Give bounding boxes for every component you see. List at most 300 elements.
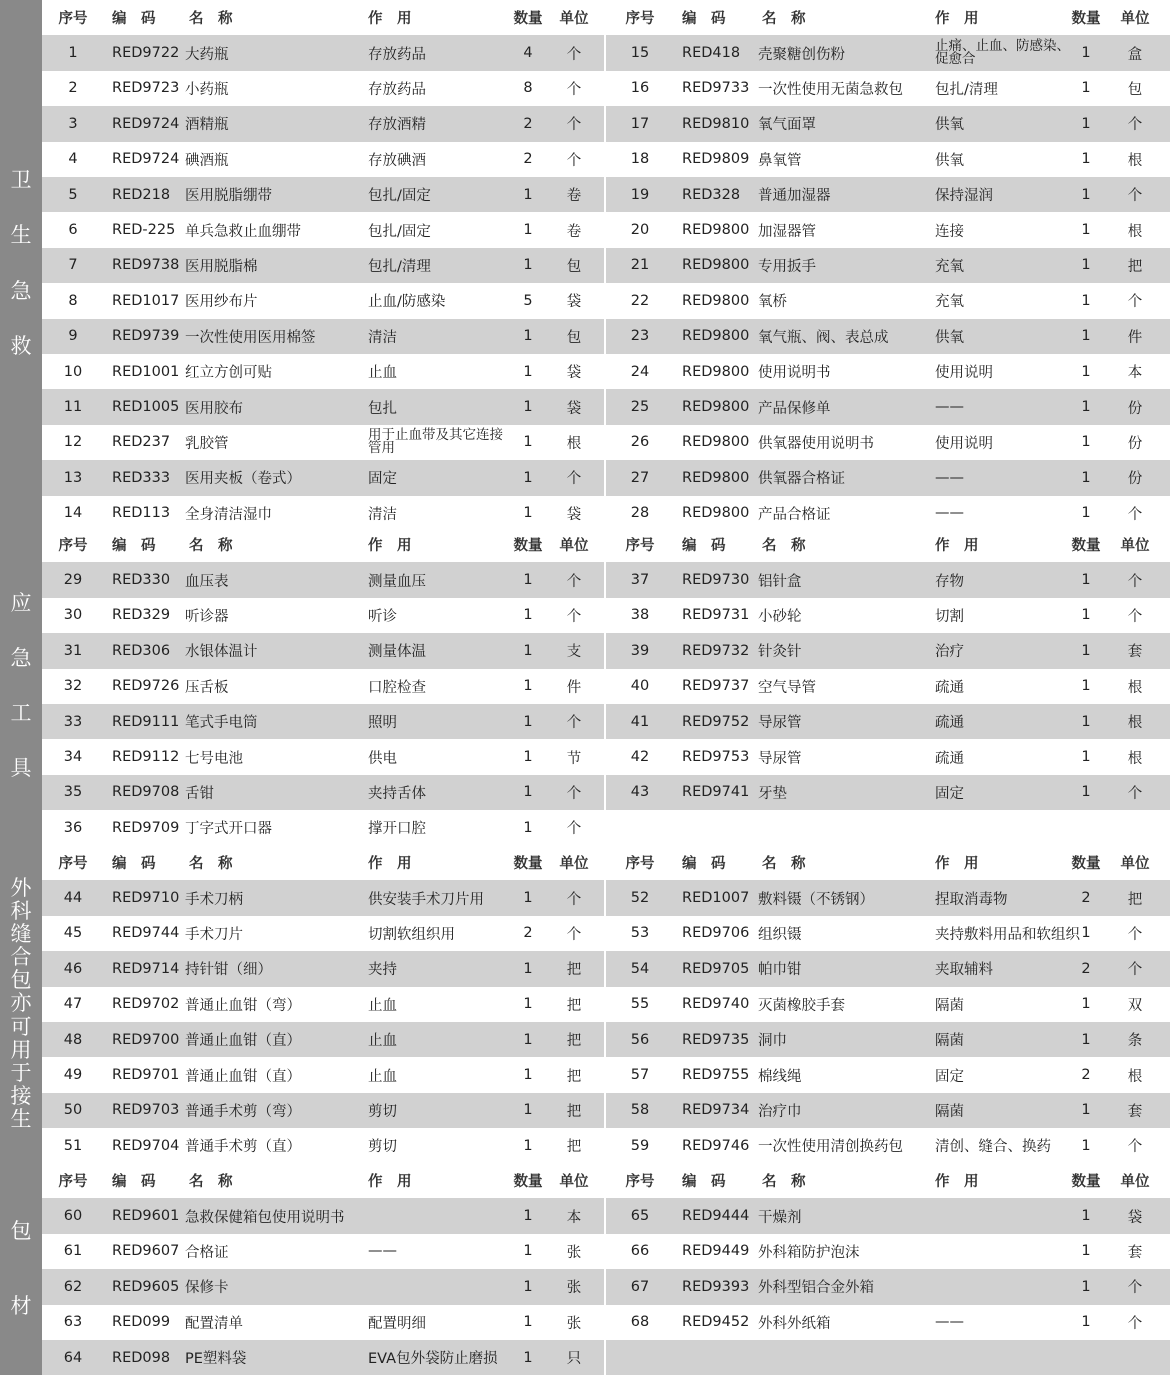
cell-unit: 套 bbox=[1127, 1244, 1143, 1261]
cell-use: 止血 bbox=[368, 997, 397, 1014]
cell-name: 治疗巾 bbox=[758, 1103, 802, 1120]
cell-unit: 个 bbox=[566, 152, 582, 169]
cell-use bbox=[368, 1198, 508, 1233]
cell-use: —— bbox=[935, 469, 964, 486]
cell-code: RED113 bbox=[112, 505, 171, 522]
cell-name: 壳聚糖创伤粉 bbox=[758, 46, 845, 63]
header-qty: 数量 bbox=[1071, 538, 1101, 555]
cell-code: RED9714 bbox=[112, 960, 180, 977]
cell-unit: 个 bbox=[1127, 785, 1143, 802]
cell-name: 敷料镊（不锈钢） bbox=[758, 891, 874, 908]
cell-unit: 个 bbox=[566, 785, 582, 802]
header-unit: 单位 bbox=[1120, 1174, 1150, 1191]
cell-code: RED9753 bbox=[682, 749, 750, 766]
section-label bbox=[0, 1163, 42, 1375]
cell-use: EVA包外袋防止磨损 bbox=[368, 1351, 498, 1368]
cell-qty: 1 bbox=[1081, 1314, 1091, 1331]
cell-use: 使用说明 bbox=[935, 365, 993, 382]
cell-code: RED9744 bbox=[112, 925, 180, 942]
cell-unit: 个 bbox=[1127, 608, 1143, 625]
cell-use: 夹持舌体 bbox=[368, 785, 426, 802]
header-code: 编 码 bbox=[112, 538, 156, 555]
cell-use: 止痛、止血、防感染、促愈合 bbox=[935, 37, 1070, 68]
cell-name: 普通止血钳（直） bbox=[185, 1068, 301, 1085]
cell-seq: 35 bbox=[63, 784, 83, 801]
table-header-row bbox=[42, 0, 604, 35]
cell-unit: 根 bbox=[1127, 750, 1143, 767]
cell-name: 洞巾 bbox=[758, 1033, 787, 1050]
cell-code: RED9724 bbox=[112, 151, 180, 168]
cell-unit: 个 bbox=[566, 715, 582, 732]
table-row bbox=[42, 142, 604, 177]
table-row bbox=[606, 633, 1170, 668]
cell-name: 舌钳 bbox=[185, 785, 214, 802]
cell-code: RED9449 bbox=[682, 1243, 750, 1260]
cell-qty: 1 bbox=[523, 328, 533, 345]
cell-seq: 47 bbox=[63, 996, 83, 1013]
cell-unit: 把 bbox=[566, 1139, 582, 1156]
cell-unit: 根 bbox=[566, 435, 582, 452]
section-label-char: 用 bbox=[10, 1037, 32, 1062]
header-unit: 单位 bbox=[559, 1174, 589, 1191]
cell-seq: 36 bbox=[63, 819, 83, 836]
cell-unit: 张 bbox=[566, 1280, 582, 1297]
cell-unit: 个 bbox=[1127, 926, 1143, 943]
cell-unit: 把 bbox=[566, 1068, 582, 1085]
cell-qty: 1 bbox=[523, 642, 533, 659]
cell-qty: 1 bbox=[1081, 80, 1091, 97]
cell-use: 供氧 bbox=[935, 329, 964, 346]
header-unit: 单位 bbox=[559, 856, 589, 873]
header-qty: 数量 bbox=[1071, 11, 1101, 28]
cell-qty: 1 bbox=[1081, 642, 1091, 659]
cell-qty: 1 bbox=[523, 749, 533, 766]
cell-unit: 套 bbox=[1127, 644, 1143, 661]
table-row bbox=[606, 389, 1170, 424]
section-label-char: 可 bbox=[10, 1014, 32, 1039]
cell-code: RED9701 bbox=[112, 1067, 180, 1084]
cell-code: RED333 bbox=[112, 469, 171, 486]
table-header-row bbox=[606, 527, 1170, 562]
cell-seq: 20 bbox=[630, 222, 650, 239]
cell-name: 普通止血钳（弯） bbox=[185, 997, 301, 1014]
section-label-char: 卫 bbox=[10, 168, 32, 193]
table-row bbox=[606, 71, 1170, 106]
cell-qty: 1 bbox=[1081, 151, 1091, 168]
cell-name: 血压表 bbox=[185, 573, 229, 590]
cell-qty: 1 bbox=[523, 819, 533, 836]
cell-use: 包扎/清理 bbox=[935, 81, 998, 98]
cell-seq: 9 bbox=[68, 328, 78, 345]
cell-name: 碘酒瓶 bbox=[185, 152, 229, 169]
cell-unit: 根 bbox=[1127, 679, 1143, 696]
cell-use: —— bbox=[935, 505, 964, 522]
cell-seq: 1 bbox=[68, 45, 78, 62]
cell-name: 帕巾钳 bbox=[758, 962, 802, 979]
cell-use: 包扎/固定 bbox=[368, 223, 431, 240]
table-row bbox=[606, 739, 1170, 774]
cell-qty: 1 bbox=[1081, 678, 1091, 695]
cell-seq: 2 bbox=[68, 80, 78, 97]
table-row bbox=[42, 248, 604, 283]
cell-code: RED218 bbox=[112, 186, 171, 203]
cell-code: RED9735 bbox=[682, 1031, 750, 1048]
cell-code: RED237 bbox=[112, 434, 171, 451]
cell-qty: 1 bbox=[1081, 45, 1091, 62]
section-label bbox=[0, 0, 42, 527]
cell-unit: 个 bbox=[566, 471, 582, 488]
cell-qty: 1 bbox=[1081, 1102, 1091, 1119]
table-row bbox=[606, 1022, 1170, 1057]
cell-qty: 1 bbox=[523, 1349, 533, 1366]
table-row bbox=[606, 496, 1170, 531]
cell-code: RED9739 bbox=[112, 328, 180, 345]
section-label-char: 生 bbox=[10, 1106, 32, 1131]
cell-use: 夹持 bbox=[368, 962, 397, 979]
cell-unit: 卷 bbox=[566, 223, 582, 240]
cell-unit: 个 bbox=[566, 117, 582, 134]
section-label-char: 生 bbox=[10, 223, 32, 248]
cell-use: 供安装手术刀片用 bbox=[368, 891, 484, 908]
table-row bbox=[42, 916, 604, 951]
cell-code: RED9734 bbox=[682, 1102, 750, 1119]
cell-name: 针灸针 bbox=[758, 644, 802, 661]
cell-name: 水银体温计 bbox=[185, 644, 258, 661]
cell-use: 清洁 bbox=[368, 506, 397, 523]
cell-use: 充氧 bbox=[935, 294, 964, 311]
table-row bbox=[42, 739, 604, 774]
cell-seq: 33 bbox=[63, 713, 83, 730]
cell-seq: 29 bbox=[63, 572, 83, 589]
cell-code: RED9705 bbox=[682, 960, 750, 977]
cell-unit: 把 bbox=[1127, 258, 1143, 275]
cell-name: 听诊器 bbox=[185, 608, 229, 625]
cell-code: RED9737 bbox=[682, 678, 750, 695]
section-label-char: 缝 bbox=[10, 922, 32, 947]
table-left bbox=[42, 1163, 604, 1375]
cell-code: RED9601 bbox=[112, 1208, 180, 1225]
header-seq: 序号 bbox=[625, 856, 655, 873]
cell-qty: 1 bbox=[523, 434, 533, 451]
empty-row bbox=[606, 1340, 1170, 1375]
cell-code: RED9752 bbox=[682, 713, 750, 730]
cell-unit: 张 bbox=[566, 1315, 582, 1332]
table-row bbox=[606, 248, 1170, 283]
header-seq: 序号 bbox=[625, 1174, 655, 1191]
table-row bbox=[606, 1198, 1170, 1233]
cell-name: 医用纱布片 bbox=[185, 294, 258, 311]
cell-qty: 2 bbox=[1081, 1067, 1091, 1084]
cell-use: 配置明细 bbox=[368, 1315, 426, 1332]
cell-code: RED9809 bbox=[682, 151, 750, 168]
cell-name: 导尿管 bbox=[758, 750, 802, 767]
cell-qty: 1 bbox=[523, 1031, 533, 1048]
header-name: 名 称 bbox=[762, 856, 806, 873]
header-seq: 序号 bbox=[58, 856, 88, 873]
table-row bbox=[606, 425, 1170, 460]
table-right bbox=[606, 1163, 1170, 1375]
header-name: 名 称 bbox=[189, 11, 233, 28]
header-code: 编 码 bbox=[682, 856, 726, 873]
cell-unit: 盒 bbox=[1127, 46, 1143, 63]
cell-use bbox=[368, 1269, 508, 1304]
cell-unit: 个 bbox=[566, 891, 582, 908]
header-name: 名 称 bbox=[189, 856, 233, 873]
cell-code: RED9607 bbox=[112, 1243, 180, 1260]
cell-qty: 1 bbox=[1081, 186, 1091, 203]
cell-code: RED306 bbox=[112, 642, 171, 659]
cell-unit: 份 bbox=[1127, 400, 1143, 417]
cell-seq: 26 bbox=[630, 434, 650, 451]
header-qty: 数量 bbox=[513, 856, 543, 873]
table-row bbox=[42, 1198, 604, 1233]
header-unit: 单位 bbox=[1120, 856, 1150, 873]
cell-code: RED9724 bbox=[112, 115, 180, 132]
cell-name: 医用脱脂绷带 bbox=[185, 188, 272, 205]
cell-unit: 本 bbox=[566, 1209, 582, 1226]
table-left bbox=[42, 527, 604, 845]
cell-unit: 节 bbox=[566, 750, 582, 767]
header-seq: 序号 bbox=[625, 11, 655, 28]
cell-qty: 1 bbox=[523, 363, 533, 380]
header-code: 编 码 bbox=[112, 856, 156, 873]
cell-name: 小砂轮 bbox=[758, 608, 802, 625]
cell-qty: 1 bbox=[1081, 505, 1091, 522]
cell-qty: 1 bbox=[1081, 996, 1091, 1013]
table-row bbox=[606, 916, 1170, 951]
cell-qty: 1 bbox=[1081, 115, 1091, 132]
cell-code: RED9702 bbox=[112, 996, 180, 1013]
cell-code: RED9800 bbox=[682, 328, 750, 345]
table-row bbox=[606, 1305, 1170, 1340]
cell-qty: 1 bbox=[1081, 434, 1091, 451]
cell-qty: 2 bbox=[1081, 890, 1091, 907]
table-row bbox=[42, 1340, 604, 1375]
cell-qty: 1 bbox=[1081, 784, 1091, 801]
table-row bbox=[42, 1305, 604, 1340]
cell-qty: 1 bbox=[1081, 399, 1091, 416]
table-row bbox=[606, 987, 1170, 1022]
cell-code: RED9738 bbox=[112, 257, 180, 274]
cell-unit: 支 bbox=[566, 644, 582, 661]
cell-name: 产品合格证 bbox=[758, 506, 831, 523]
cell-seq: 59 bbox=[630, 1137, 650, 1154]
cell-code: RED9730 bbox=[682, 572, 750, 589]
cell-unit: 条 bbox=[1127, 1033, 1143, 1050]
table-row bbox=[606, 106, 1170, 141]
cell-name: 牙垫 bbox=[758, 785, 787, 802]
table-row bbox=[42, 1057, 604, 1092]
cell-use: 疏通 bbox=[935, 679, 964, 696]
cell-seq: 34 bbox=[63, 749, 83, 766]
section-label-char: 具 bbox=[10, 756, 32, 781]
cell-qty: 1 bbox=[1081, 1031, 1091, 1048]
cell-unit: 套 bbox=[1127, 1103, 1143, 1120]
table-left bbox=[42, 845, 604, 1163]
cell-seq: 40 bbox=[630, 678, 650, 695]
cell-code: RED9112 bbox=[112, 749, 180, 766]
table-row bbox=[42, 775, 604, 810]
cell-name: 医用脱脂棉 bbox=[185, 258, 258, 275]
cell-unit: 袋 bbox=[566, 294, 582, 311]
table-row bbox=[606, 1057, 1170, 1092]
cell-code: RED9800 bbox=[682, 222, 750, 239]
cell-code: RED9444 bbox=[682, 1208, 750, 1225]
cell-qty: 1 bbox=[523, 257, 533, 274]
cell-name: 外科型铝合金外箱 bbox=[758, 1280, 874, 1297]
header-unit: 单位 bbox=[559, 11, 589, 28]
header-code: 编 码 bbox=[112, 11, 156, 28]
cell-qty: 1 bbox=[1081, 749, 1091, 766]
section-label-char: 于 bbox=[10, 1060, 32, 1085]
cell-seq: 48 bbox=[63, 1031, 83, 1048]
table-row bbox=[606, 880, 1170, 915]
cell-seq: 37 bbox=[630, 572, 650, 589]
cell-use: 隔菌 bbox=[935, 997, 964, 1014]
cell-qty: 1 bbox=[1081, 292, 1091, 309]
cell-code: RED098 bbox=[112, 1349, 171, 1366]
cell-qty: 1 bbox=[523, 1208, 533, 1225]
cell-qty: 2 bbox=[523, 151, 533, 168]
section-label bbox=[0, 845, 42, 1163]
cell-code: RED9726 bbox=[112, 678, 180, 695]
cell-seq: 67 bbox=[630, 1278, 650, 1295]
table-row bbox=[42, 562, 604, 597]
cell-name: 导尿管 bbox=[758, 715, 802, 732]
cell-unit: 个 bbox=[1127, 962, 1143, 979]
cell-qty: 1 bbox=[523, 784, 533, 801]
table-header-row bbox=[42, 1163, 604, 1198]
table-left bbox=[42, 0, 604, 527]
cell-name: 丁字式开口器 bbox=[185, 821, 272, 838]
cell-name: 小药瓶 bbox=[185, 81, 229, 98]
section-label-char: 应 bbox=[10, 590, 32, 615]
section-label bbox=[0, 527, 42, 845]
cell-use: 剪切 bbox=[368, 1103, 397, 1120]
cell-name: 加湿器管 bbox=[758, 223, 816, 240]
cell-code: RED9722 bbox=[112, 45, 180, 62]
cell-code: RED9800 bbox=[682, 257, 750, 274]
cell-code: RED9706 bbox=[682, 925, 750, 942]
cell-use: —— bbox=[368, 1243, 397, 1260]
cell-unit: 个 bbox=[1127, 1315, 1143, 1332]
cell-qty: 2 bbox=[523, 115, 533, 132]
cell-seq: 19 bbox=[630, 186, 650, 203]
cell-seq: 42 bbox=[630, 749, 650, 766]
cell-name: 鼻氧管 bbox=[758, 152, 802, 169]
cell-unit: 袋 bbox=[566, 365, 582, 382]
cell-seq: 7 bbox=[68, 257, 78, 274]
cell-qty: 1 bbox=[523, 960, 533, 977]
cell-qty: 1 bbox=[523, 222, 533, 239]
cell-seq: 3 bbox=[68, 115, 78, 132]
cell-name: 持针钳（细） bbox=[185, 962, 272, 979]
table-header-row bbox=[42, 845, 604, 880]
cell-unit: 个 bbox=[566, 46, 582, 63]
cell-seq: 6 bbox=[68, 222, 78, 239]
header-name: 名 称 bbox=[762, 1174, 806, 1191]
cell-unit: 把 bbox=[566, 1033, 582, 1050]
cell-code: RED9111 bbox=[112, 713, 180, 730]
cell-code: RED9800 bbox=[682, 363, 750, 380]
cell-use: 听诊 bbox=[368, 608, 397, 625]
cell-unit: 根 bbox=[1127, 715, 1143, 732]
cell-code: RED9452 bbox=[682, 1314, 750, 1331]
cell-use: 止血 bbox=[368, 365, 397, 382]
cell-code: RED9800 bbox=[682, 292, 750, 309]
cell-name: 氧气瓶、阀、表总成 bbox=[758, 329, 889, 346]
cell-name: 供氧器合格证 bbox=[758, 471, 845, 488]
cell-unit: 根 bbox=[1127, 152, 1143, 169]
cell-name: 产品保修单 bbox=[758, 400, 831, 417]
cell-unit: 把 bbox=[566, 962, 582, 979]
header-unit: 单位 bbox=[1120, 11, 1150, 28]
cell-name: 合格证 bbox=[185, 1244, 229, 1261]
header-qty: 数量 bbox=[513, 538, 543, 555]
section-label-char: 包 bbox=[10, 968, 32, 993]
header-name: 名 称 bbox=[762, 538, 806, 555]
cell-code: RED9709 bbox=[112, 819, 180, 836]
cell-seq: 63 bbox=[63, 1314, 83, 1331]
cell-unit: 只 bbox=[566, 1351, 582, 1368]
table-row bbox=[606, 669, 1170, 704]
table-right bbox=[606, 845, 1170, 1163]
cell-code: RED418 bbox=[682, 45, 741, 62]
cell-seq: 68 bbox=[630, 1314, 650, 1331]
cell-use: 供电 bbox=[368, 750, 397, 767]
cell-code: RED329 bbox=[112, 607, 171, 624]
cell-unit: 个 bbox=[1127, 506, 1143, 523]
table-row bbox=[42, 177, 604, 212]
cell-qty: 1 bbox=[523, 1102, 533, 1119]
header-use: 作 用 bbox=[935, 856, 979, 873]
cell-unit: 件 bbox=[1127, 329, 1143, 346]
cell-unit: 个 bbox=[566, 81, 582, 98]
cell-use: 连接 bbox=[935, 223, 964, 240]
cell-code: RED9703 bbox=[112, 1102, 180, 1119]
section-label-char: 救 bbox=[10, 333, 32, 358]
cell-unit: 个 bbox=[566, 926, 582, 943]
cell-code: RED9708 bbox=[112, 784, 180, 801]
cell-name: 全身清洁湿巾 bbox=[185, 506, 272, 523]
cell-use: 测量血压 bbox=[368, 573, 426, 590]
table-row bbox=[42, 987, 604, 1022]
cell-unit: 个 bbox=[1127, 294, 1143, 311]
cell-unit: 包 bbox=[566, 329, 582, 346]
cell-use: 固定 bbox=[368, 471, 397, 488]
cell-seq: 8 bbox=[68, 292, 78, 309]
cell-seq: 25 bbox=[630, 399, 650, 416]
table-row bbox=[42, 669, 604, 704]
cell-qty: 1 bbox=[523, 469, 533, 486]
cell-use: 包扎 bbox=[368, 400, 397, 417]
cell-qty: 1 bbox=[523, 1067, 533, 1084]
cell-code: RED9605 bbox=[112, 1278, 180, 1295]
cell-unit: 袋 bbox=[566, 506, 582, 523]
cell-seq: 4 bbox=[68, 151, 78, 168]
section-label-char: 亦 bbox=[10, 991, 32, 1016]
cell-use: 清洁 bbox=[368, 329, 397, 346]
cell-seq: 31 bbox=[63, 642, 83, 659]
cell-name: 普通止血钳（直） bbox=[185, 1033, 301, 1050]
table-row bbox=[606, 1128, 1170, 1163]
header-name: 名 称 bbox=[189, 1174, 233, 1191]
header-qty: 数量 bbox=[513, 11, 543, 28]
empty-row bbox=[606, 810, 1170, 845]
header-code: 编 码 bbox=[682, 1174, 726, 1191]
cell-qty: 1 bbox=[523, 713, 533, 730]
cell-qty: 1 bbox=[1081, 469, 1091, 486]
